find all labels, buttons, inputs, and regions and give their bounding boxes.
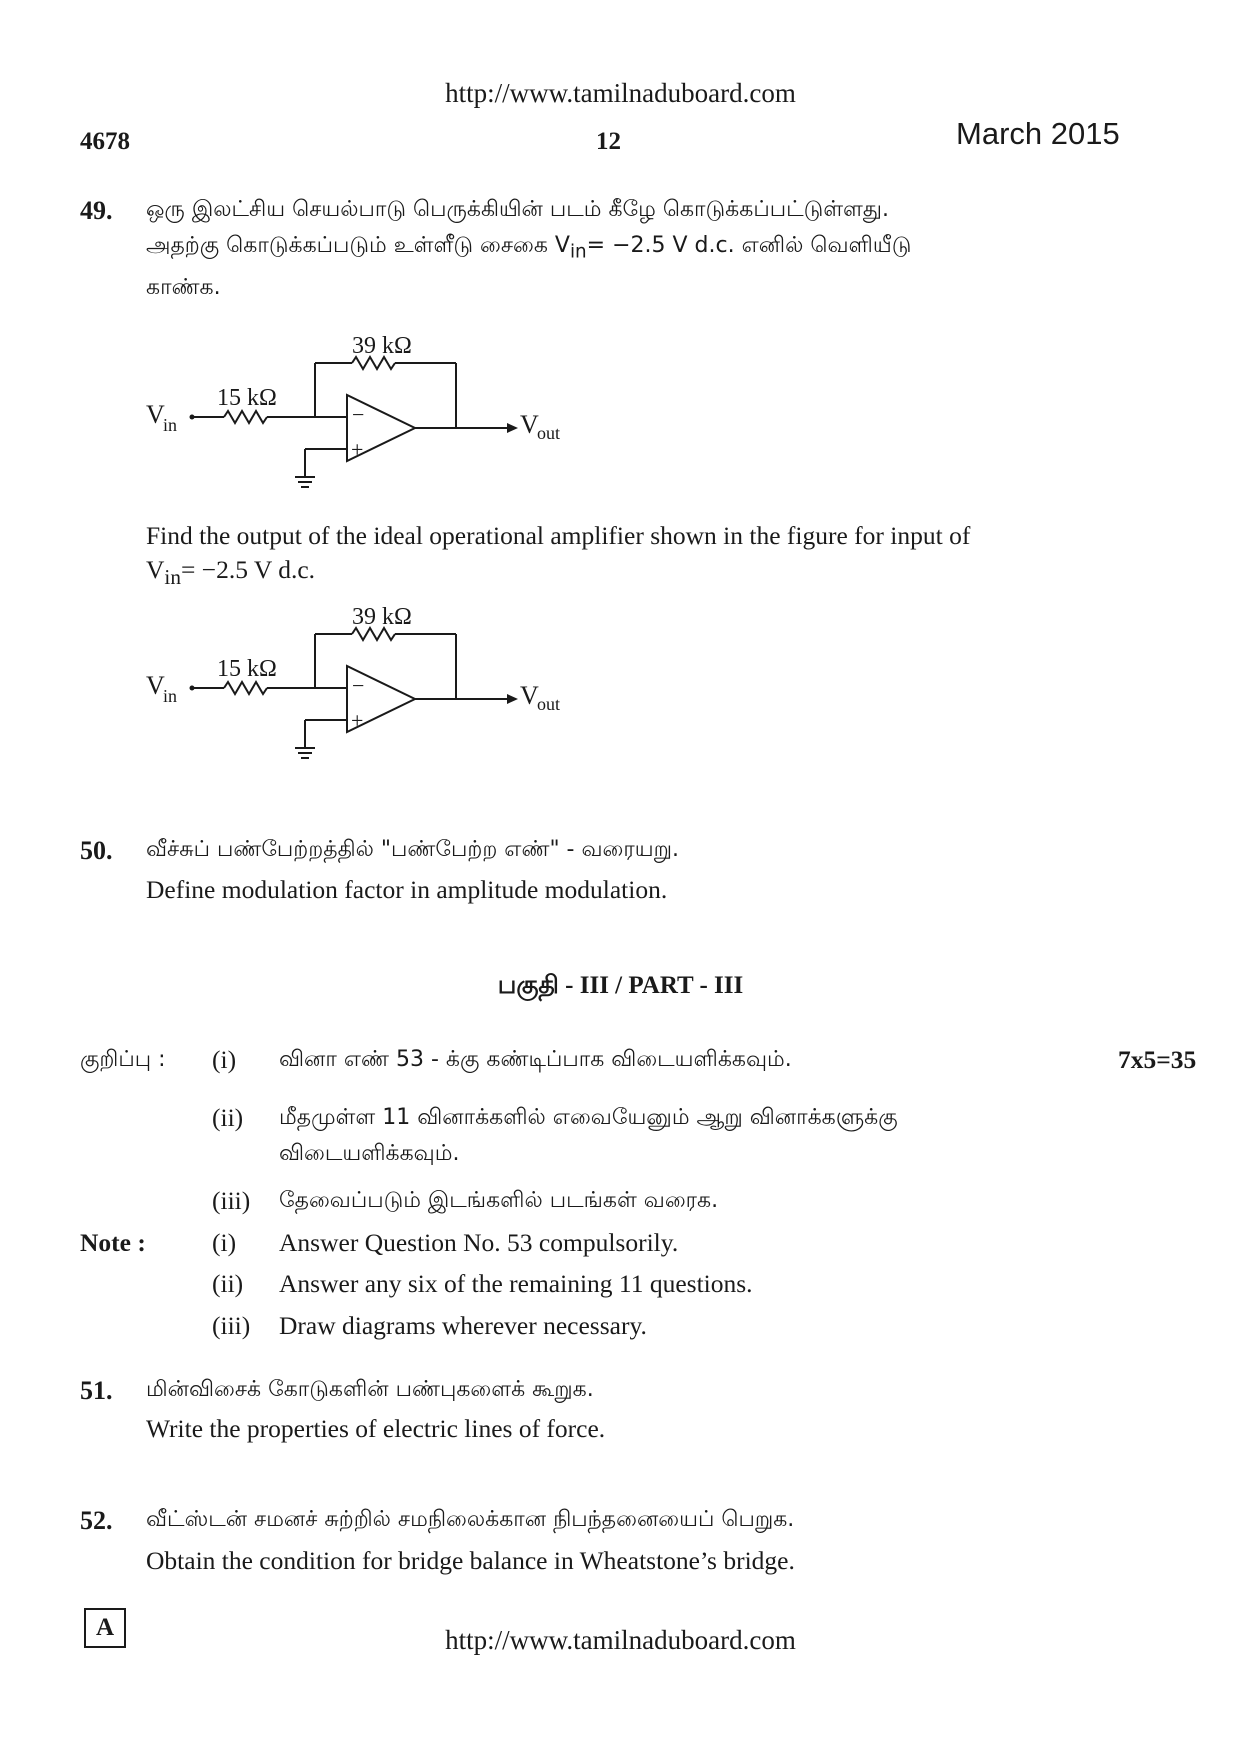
op-amp-circuit-diagram [140,325,590,505]
feedback-resistor-label: 39 kΩ [352,333,412,359]
question-51-tamil: மின்விசைக் கோடுகளின் பண்புகளைக் கூறுக. [146,1377,594,1402]
paper-code: 4678 [80,128,130,155]
question-51-english: Write the properties of electric lines of force. [146,1414,606,1443]
question-text-line: Find the output of the ideal operational amplifier shown in the figure for input of [146,521,971,550]
question-number: 49. [80,196,113,225]
part-heading: பகுதி - III / PART - III [497,972,744,999]
exam-date: March 2015 [956,116,1120,151]
question-number: 51. [80,1376,113,1405]
question-49-tamil [146,192,1146,306]
note-item-number: (i) [212,1228,237,1257]
question-49-english [146,519,1146,594]
question-50-tamil: வீச்சுப் பண்பேற்றத்தில் "பண்பேற்ற எண்" - வரையறு. [146,837,679,862]
vin-subscript: in [163,415,178,435]
note-item-text: வினா எண் 53 - க்கு கண்டிப்பாக விடையளிக்கவும். [279,1047,792,1072]
question-50-english: Define modulation factor in amplitude modulation. [146,875,668,904]
paper-version-box: A [84,1608,126,1648]
text-fragment: = −2.5 V d.c. [180,555,316,584]
noninverting-input-symbol: + [351,437,364,462]
subscript: in [569,241,587,263]
text-fragment: = −2.5 V d.c. எனில் வெளியீடு [586,233,912,258]
vout-subscript: out [537,423,561,443]
note-item-text [279,1100,1139,1172]
vin-label: V [146,400,165,429]
marks-label: 7x5=35 [1118,1045,1197,1074]
page-number: 12 [596,128,621,155]
input-resistor-label: 15 kΩ [217,385,277,411]
vout-label: V [520,410,539,439]
text-fragment: V [146,555,165,584]
note-item-number: (iii) [212,1186,251,1215]
vin-subscript: in [163,686,178,706]
note-item-number: (i) [212,1045,237,1074]
note-item-number: (ii) [212,1269,244,1298]
note-item-number: (ii) [212,1103,244,1132]
note-item-text: தேவைப்படும் இடங்களில் படங்கள் வரைக. [279,1188,719,1213]
question-text-line: ஒரு இலட்சிய செயல்பாடு பெருக்கியின் படம் கீழே கொடுக்கப்பட்டுள்ளது. [146,197,889,222]
inverting-input-symbol: − [352,673,365,698]
note-item-text: Answer Question No. 53 compulsorily. [279,1228,679,1257]
tamil-note-label: குறிப்பு : [80,1047,166,1072]
question-text-line: காண்க. [146,275,221,301]
question-number: 50. [80,836,113,865]
inverting-input-symbol: − [352,402,365,427]
question-number: 52. [80,1506,113,1535]
top-url: http://www.tamilnaduboard.com [445,78,796,108]
note-item-text: Draw diagrams wherever necessary. [279,1311,647,1340]
noninverting-input-symbol: + [351,708,364,733]
vout-label: V [520,681,539,710]
input-resistor-label: 15 kΩ [217,656,277,682]
note-text-line: மீதமுள்ள 11 வினாக்களில் எவையேனும் ஆறு வினாக்களுக்கு [279,1105,898,1130]
note-item-text: Answer any six of the remaining 11 questions. [279,1269,753,1298]
vin-label: V [146,671,165,700]
subscript: in [164,565,181,590]
bottom-url: http://www.tamilnaduboard.com [445,1625,796,1655]
english-note-label: Note : [80,1228,146,1257]
text-fragment: அதற்கு கொடுக்கப்படும் உள்ளீடு சைகை V [146,233,570,258]
op-amp-circuit-diagram [140,596,590,776]
vout-subscript: out [537,694,561,714]
feedback-resistor-label: 39 kΩ [352,604,412,630]
question-52-tamil: வீட்ஸ்டன் சமனச் சுற்றில் சமநிலைக்கான நிபந்தனையைப் பெறுக. [146,1507,795,1532]
question-text-line [146,228,1146,270]
note-text-line: விடையளிக்கவும். [279,1141,460,1166]
note-item-number: (iii) [212,1311,251,1340]
question-52-english: Obtain the condition for bridge balance in Wheatstone’s bridge. [146,1546,795,1575]
question-text-line [146,553,1146,594]
